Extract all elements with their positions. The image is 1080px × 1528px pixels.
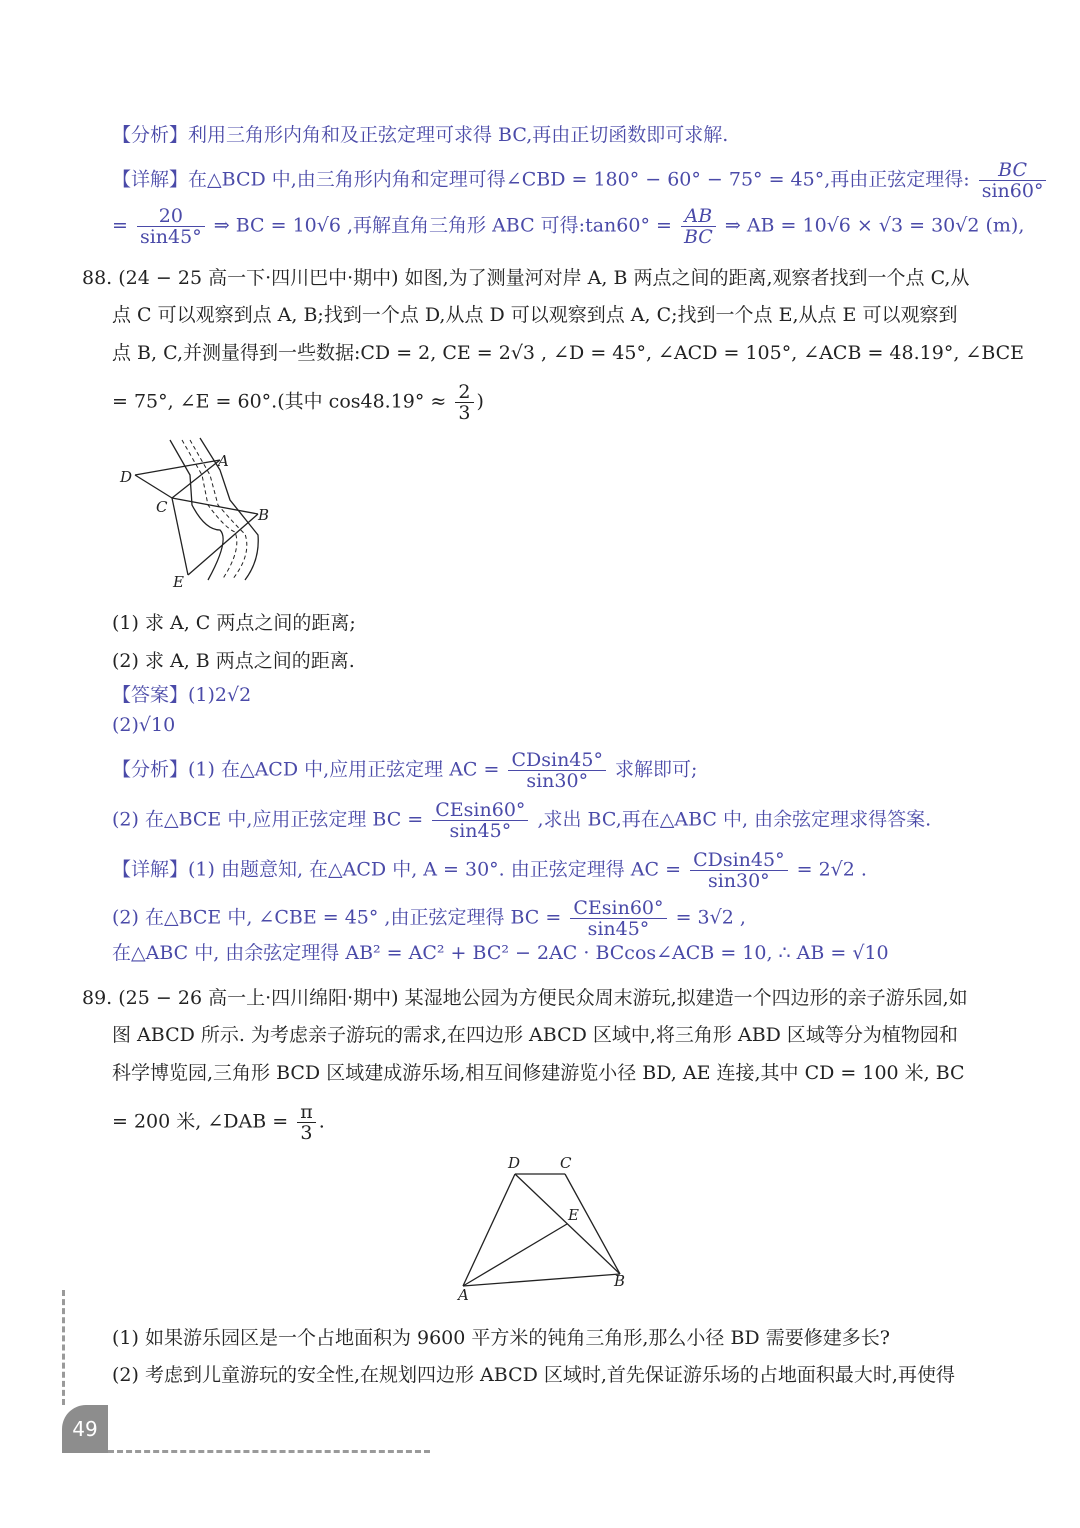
fraction: $\frac{BC}{\sin 60^\circ}$ xyxy=(979,160,1047,201)
fraction: $\frac{CDsin45^\circ}{\sin 30^\circ}$ xyxy=(508,750,606,791)
fraction: $\frac{2}{3}$ xyxy=(455,382,473,423)
fraction: $\frac{CEsin60^\circ}{\sin 45^\circ}$ xyxy=(432,800,528,841)
segment-ca xyxy=(172,460,220,498)
segment-da xyxy=(463,1174,515,1286)
q89-line4: = 200 米, ∠DAB = $\frac{\pi}{3}$ . xyxy=(112,1101,325,1144)
fraction: $\frac{CEsin60^\circ}{\sin 45^\circ}$ xyxy=(570,898,666,939)
q88-answer1: 【答案】(1)2√2 xyxy=(112,684,252,706)
segment-ab xyxy=(463,1274,620,1286)
dashed-border-horizontal xyxy=(108,1450,430,1453)
dashed-border-vertical xyxy=(62,1290,65,1405)
detail-87-line1: 【详解】在△BCD 中,由三角形内角和定理可得∠CBD = 180° − 60° − 75° = 45°,再由正弦定理得: $\frac{BC}{\sin 60^\circ}$ xyxy=(112,160,1049,201)
question-number: 88. xyxy=(82,267,113,289)
label-c: C xyxy=(560,1154,572,1172)
label-a: A xyxy=(458,1286,469,1300)
label-d: D xyxy=(508,1154,521,1172)
label-e: E xyxy=(173,573,184,591)
q89-sub1: (1) 如果游乐园区是一个占地面积为 9600 平方米的钝角三角形,那么小径 BD 需要修建多长? xyxy=(112,1327,890,1349)
label-b: B xyxy=(258,506,270,524)
fraction: $\frac{CDsin45^\circ}{\sin 30^\circ}$ xyxy=(690,850,788,891)
segment-ae xyxy=(463,1224,567,1286)
segment-cb xyxy=(565,1174,620,1274)
analysis-87: 【分析】利用三角形内角和及正弦定理可求得 BC,再由正切函数即可求解. xyxy=(112,124,729,146)
segment-cb xyxy=(172,498,258,514)
segment-dc xyxy=(135,475,172,498)
label-a: A xyxy=(218,452,229,470)
segment-ce xyxy=(172,498,188,575)
label-d: D xyxy=(120,468,133,486)
q88-detail3: 在△ABC 中, 由余弦定理得 AB² = AC² + BC² − 2AC · BCcos∠ACB = 10, ∴ AB = √10 xyxy=(112,942,889,964)
question-number: 89. xyxy=(82,987,113,1009)
detail-87-line2: = $\frac{20}{\sin 45^\circ}$ ⇒ BC = 10√6 ,再解直角三角形 ABC 可得:tan60° = $\frac{AB}{BC}$ ⇒ AB = 10√6 × √3 = 30√2 (m), xyxy=(112,205,1025,248)
q89-line2: 图 ABCD 所示. 为考虑亲子游玩的需求,在四边形 ABCD 区域中,将三角形 ABD 区域等分为植物园和 xyxy=(112,1024,958,1046)
q88-line1: 88. (24 − 25 高一下·四川巴中·期中) 如图,为了测量河对岸 A, B 两点之间的距离,观察者找到一个点 C,从 xyxy=(82,267,970,289)
q88-answer2: (2)√10 xyxy=(112,714,176,736)
q88-sub1: (1) 求 A, C 两点之间的距离; xyxy=(112,612,356,634)
q89-line3: 科学博览园,三角形 BCD 区域建成游乐场,相互间修建游览小径 BD, AE 连接,其中 CD = 100 米, BC xyxy=(112,1062,965,1084)
river-figure xyxy=(110,430,290,595)
quadrilateral-figure xyxy=(450,1150,640,1300)
page-number: 49 xyxy=(62,1405,108,1453)
q88-line3: 点 B, C,并测量得到一些数据:CD = 2, CE = 2√3 , ∠D = 45°, ∠ACD = 105°, ∠ACB = 48.19°, ∠BCE xyxy=(112,342,1025,364)
label-c: C xyxy=(156,498,168,516)
q88-analysis1: 【分析】(1) 在△ACD 中,应用正弦定理 AC = $\frac{CDsin45^\circ}{\sin 30^\circ}$ 求解即可; xyxy=(112,749,698,792)
q88-detail2: (2) 在△BCE 中, ∠CBE = 45° ,由正弦定理得 BC = $\frac{CEsin60^\circ}{\sin 45^\circ}$ = 3√2 , xyxy=(112,897,746,940)
q89-line1: 89. (25 − 26 高一上·四川绵阳·期中) 某湿地公园为方便民众周末游玩,拟建造一个四边形的亲子游乐园,如 xyxy=(82,987,968,1009)
q88-analysis2: (2) 在△BCE 中,应用正弦定理 BC = $\frac{CEsin60^\circ}{\sin 45^\circ}$ ,求出 BC,再在△ABC 中, 由余弦定理求得答案. xyxy=(112,799,932,842)
q89-sub2: (2) 考虑到儿童游玩的安全性,在规划四边形 ABCD 区域时,首先保证游乐场的占地面积最大时,再使得 xyxy=(112,1364,955,1386)
segment-da xyxy=(135,460,220,475)
segment-db xyxy=(515,1174,620,1274)
fraction: $\frac{\pi}{3}$ xyxy=(297,1102,316,1143)
fraction: $\frac{AB}{BC}$ xyxy=(681,206,716,247)
q88-line2: 点 C 可以观察到点 A, B;找到一个点 D,从点 D 可以观察到点 A, C;找到一个点 E,从点 E 可以观察到 xyxy=(112,304,958,326)
q88-sub2: (2) 求 A, B 两点之间的距离. xyxy=(112,650,355,672)
fraction: $\frac{20}{\sin 45^\circ}$ xyxy=(137,206,205,247)
label-e: E xyxy=(568,1206,579,1224)
label-b: B xyxy=(614,1272,626,1290)
q88-line4: = 75°, ∠E = 60°.(其中 cos48.19° ≈ $\frac{2}{3}$ ) xyxy=(112,381,484,424)
q88-detail1: 【详解】(1) 由题意知, 在△ACD 中, A = 30°. 由正弦定理得 AC = $\frac{CDsin45^\circ}{\sin 30^\circ}$ = 2√2 . xyxy=(112,849,867,892)
